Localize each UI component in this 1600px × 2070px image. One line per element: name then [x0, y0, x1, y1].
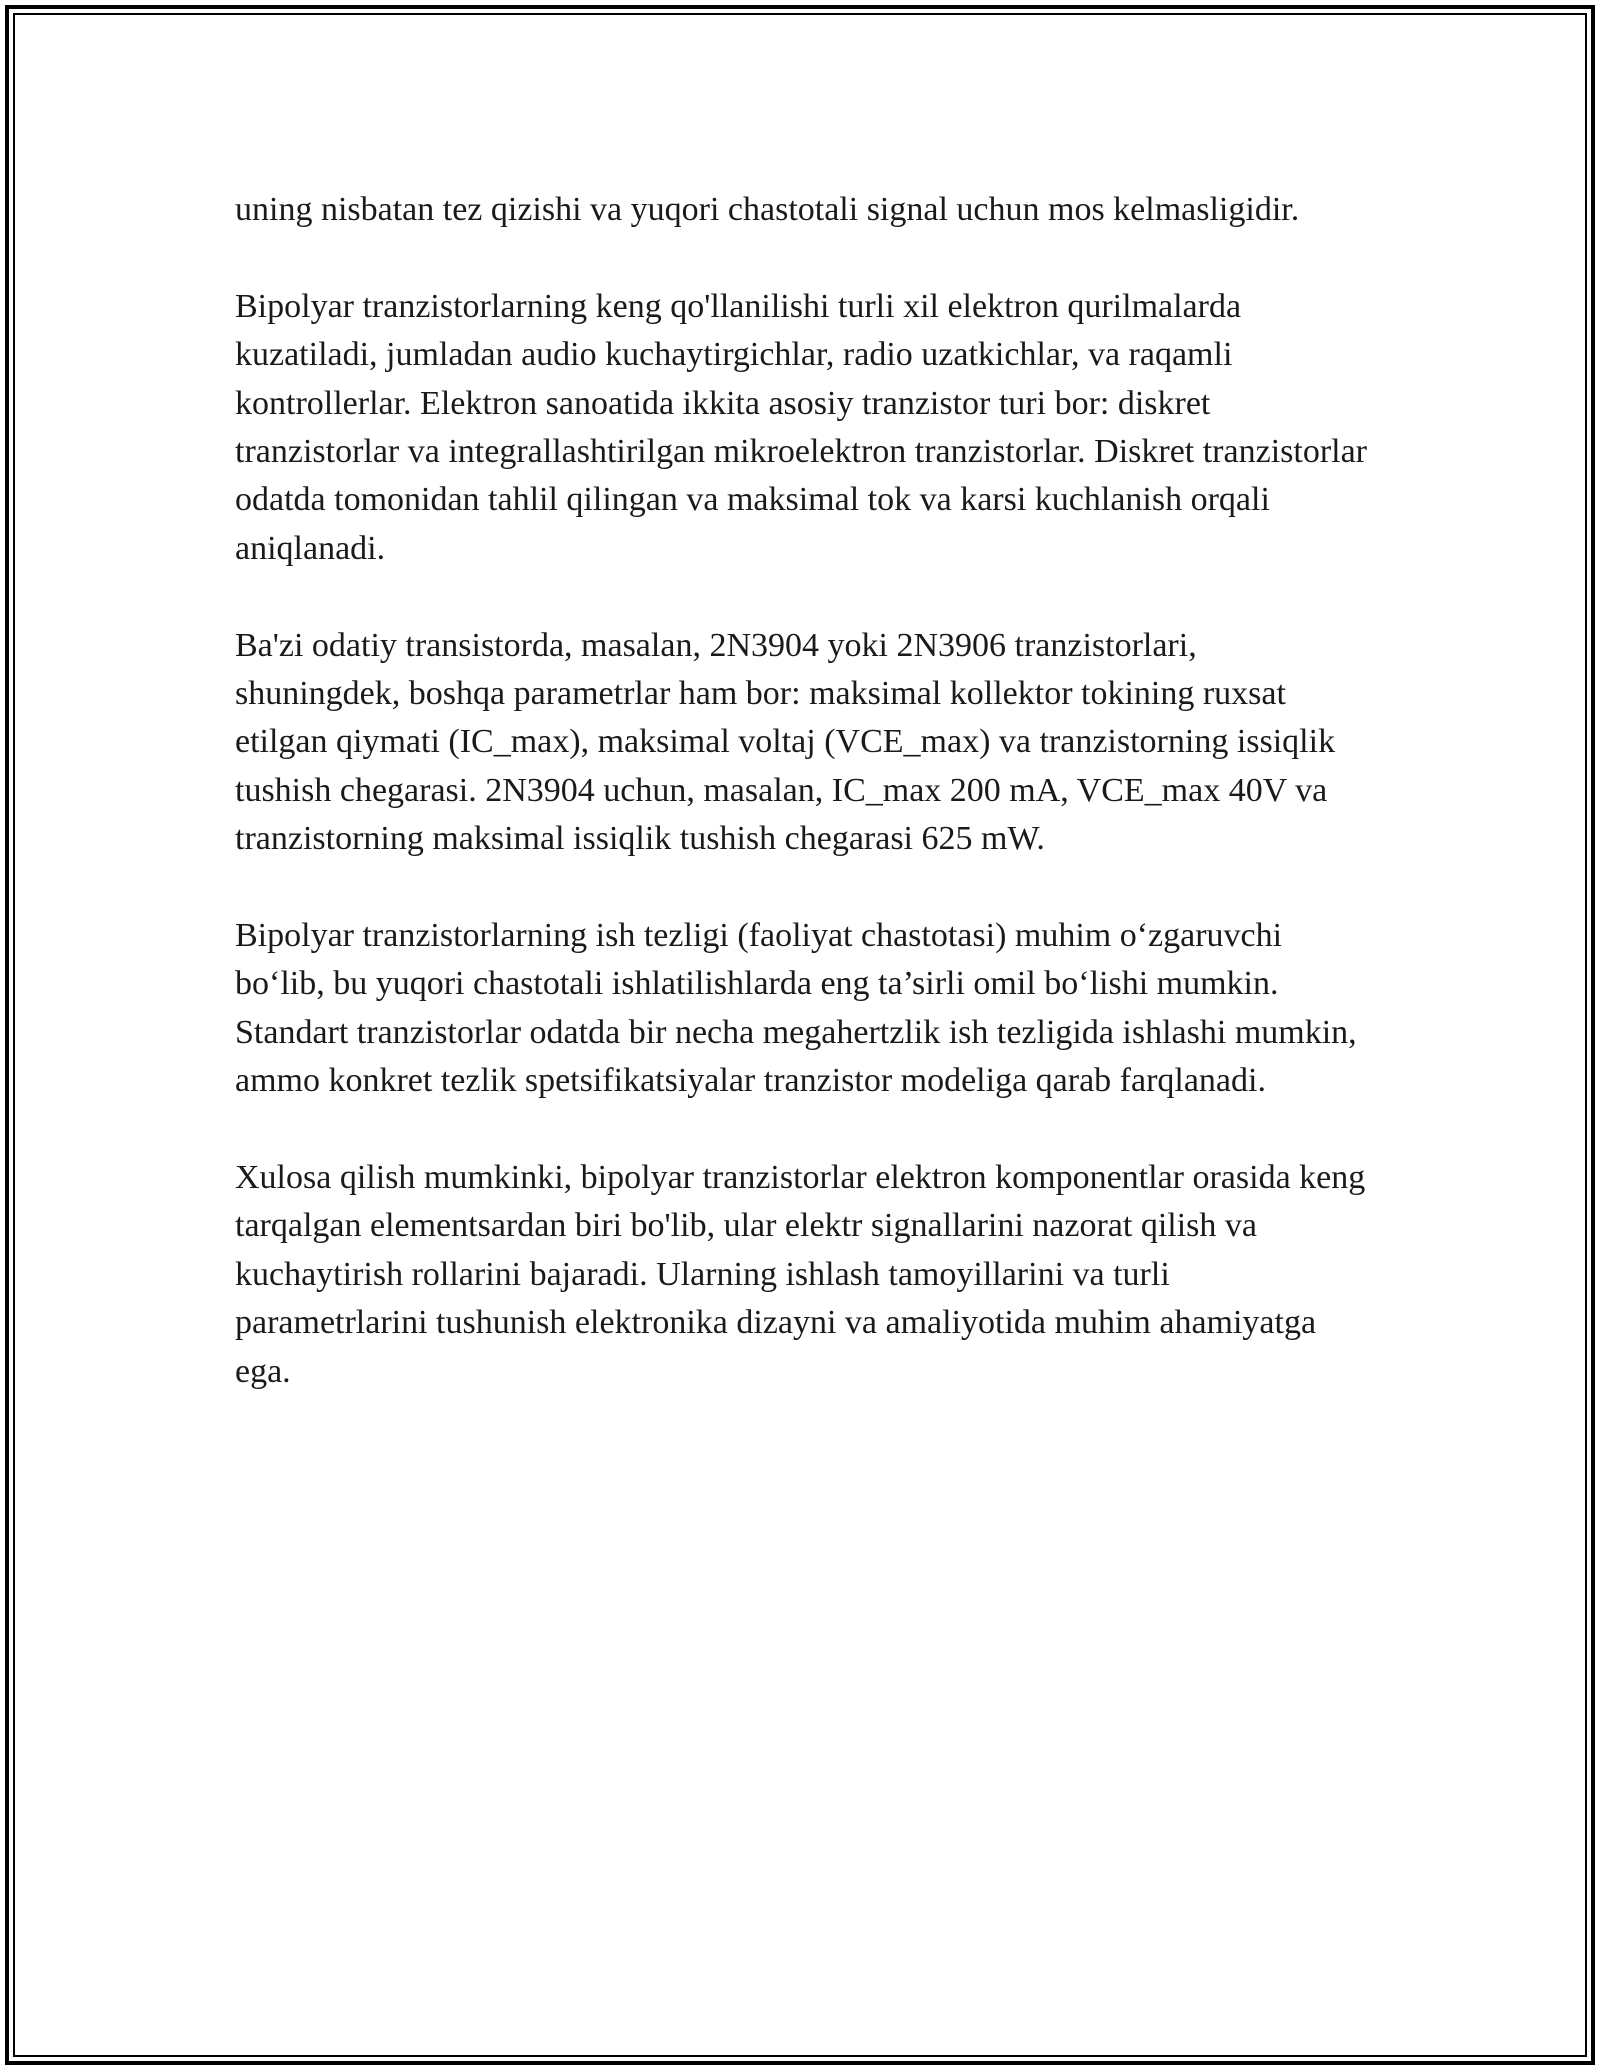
paragraph-1: uning nisbatan tez qizishi va yuqori chastotali signal uchun mos kelmasligidir. — [235, 191, 1300, 228]
paragraph-2: Bipolyar tranzistorlarning keng qo'llanilishi turli xil elektron qurilmalarda kuzatiladi, jumladan audio kuchaytirgichlar, radio uzatkichlar, va raqamli kontrollerlar. Elektron sanoatida ikkita asosiy tranzistor turi bor: diskret tranzistorlar va integrallashtirilgan mikroelektron tranzistorlar. Diskret tranzistorlar odatda tomonidan tahlil qilingan va maksimal tok va karsi kuchlanish orqali aniqlanadi. — [235, 287, 1367, 567]
paragraph-4: Bipolyar tranzistorlarning ish tezligi (faoliyat chastotasi) muhim o‘zgaruvchi bo‘lib, bu yuqori chastotali ishlatilishlarda eng ta’sirli omil bo‘lishi mumkin. Standart tranzistorlar odatda bir necha megahertzlik ish tezligida ishlashi mumkin, ammo konkret tezlik spetsifikatsiyalar tranzistor modeliga qarab farqlanadi. — [235, 917, 1357, 1100]
paragraph-5: Xulosa qilish mumkinki, bipolyar tranzistorlar elektron komponentlar orasida keng tarqalgan elementsardan biri bo'lib, ular elektr signallarini nazorat qilish va kuchaytirish rollarini bajaradi. Ularning ishlash tamoyillarini va turli parametrlarini tushunish elektronika dizayni va amaliyotida muhim ahamiyatga ega. — [235, 1159, 1366, 1390]
document-body — [235, 186, 1370, 1444]
paragraph-3: Ba'zi odatiy transistorda, masalan, 2N3904 yoki 2N3906 tranzistorlari, shuningdek, boshqa parametrlar ham bor: maksimal kollektor tokining ruxsat etilgan qiymati (IC_max), maksimal voltaj (VCE_max) va tranzistorning issiqlik tushish chegarasi. 2N3904 uchun, masalan, IC_max 200 mA, VCE_max 40V va tranzistorning maksimal issiqlik tushish chegarasi 625 mW. — [235, 626, 1336, 858]
